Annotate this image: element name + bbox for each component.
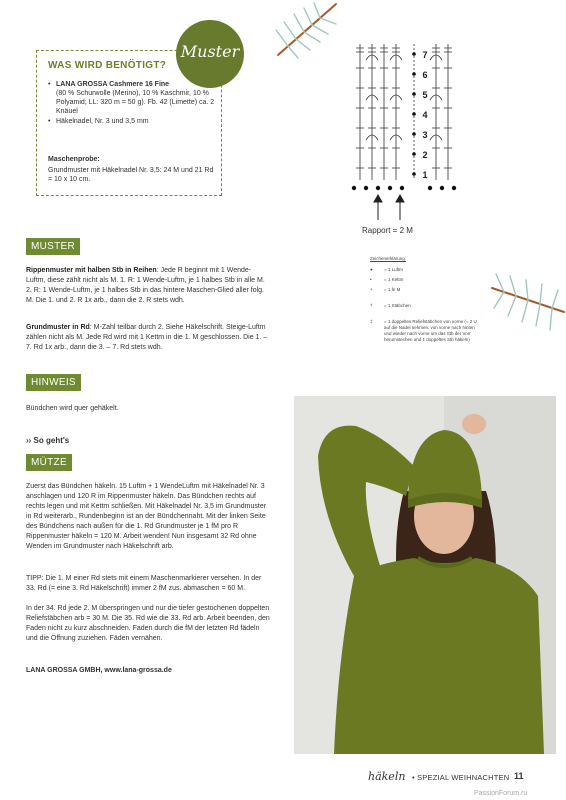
chart-symbols [356,44,452,180]
row-number: 5 [422,90,428,100]
row-number: 4 [422,110,428,120]
legend-text: = 1 fe M [384,287,401,292]
chart-row-numbers [420,45,430,185]
materials-item [48,117,216,126]
watermark: PassionForum.ru [474,790,528,797]
row-number: 3 [422,130,428,140]
gauge-text: Grundmuster mit Häkelnadel Nr. 3,5: 24 M und 21 Rd = 10 x 10 cm. [48,167,214,183]
footer-magazine: häkeln [368,770,406,783]
muetze-paragraph-1: Zuerst das Bündchen häkeln. 15 Luftm + 1 WendeLuftm mit Häkelnadel Nr. 3 anschlagen und 120 R im Rippenmuster häkeln. Das Bündchen rechts auf rechts legen und mit Kettm schließen. Mit Häkelnadel Nr. 3,5 im Grundmuster in Rd weiterarb., Rundenbeginn ist an der Bündchennaht. Mit der linken Seite des Bündchens nach außen für die 1. Rd Grundmuster je 1 fM pro R Rippenmuster häkeln = 120 M. Arbeit wenden! Nun insgesamt 32 Rd ohne Wenden im Grundmuster nach Häkelschrift arb. [26,483,267,550]
muetze-section-tag: MÜTZE [26,454,72,471]
hinweis-section-tag: HINWEIS [26,374,81,391]
grundmuster-label: Grundmuster in Rd [26,324,90,331]
muster-paragraph-2 [26,323,270,353]
muster-badge [176,20,244,88]
legend-text: = 1 Stäbchen [384,303,411,308]
materials-item [48,80,216,116]
badge-text: Muster [180,42,240,61]
row-number: 2 [422,150,428,160]
chart-legend [370,256,480,347]
double-crochet-icon: † [370,303,373,308]
chain-icon: ● [370,267,373,272]
model-photo [294,396,556,754]
model-illustration [294,396,556,754]
yarn-details: (80 % Schurwolle (Merino), 10 % Kaschmir, 10 % Polyamid; LL: 320 m = 50 g). Fb. 42 (Limette) ca. 2 Knäuel [56,90,215,115]
muster-section-tag: MUSTER [26,238,80,255]
rippenmuster-text: : Jede R beginnt mit 1 Wende-Luftm, diese zählt nicht als M. 1. R: 1 Wende-Luftm, je 1 halbes Stb in alle M. 2. R: 1 Wende-Luftm, je 1 halbes Stb in das hintere Maschen-Glied aller folg. M. Die 1. und 2. R 1x arb., dann die 2. R stets wdh. [26,267,265,304]
legend-item [370,287,480,293]
row-number: 1 [422,170,428,180]
crochet-chart [350,40,460,200]
legend-text: = 1 doppeltes Reliefstäbchen von vorne (= 2 U auf die Nadel nehmen, von vorne nach hinten und wieder nach vorne um das Stb der Vorr herumstechen und 1 doppeltes Stb häkeln) [384,319,477,342]
relief-stitch-icon: ‡ [370,319,373,324]
company-credit: LANA GROSSA GMBH, www.lana-grossa.de [26,667,172,674]
chain-dots [352,52,456,190]
legend-item [370,267,480,273]
legend-item [370,319,480,343]
materials-title: WAS WIRD BENÖTIGT? [48,60,167,71]
rapport-label: Rapport = 2 M [362,226,413,235]
muster-paragraph-1 [26,266,270,306]
legend-item [370,303,480,309]
row-number: 7 [422,50,428,60]
muetze-paragraph-3: In der 34. Rd jede 2. M überspringen und nur die tiefer gestochenen doppelten Reliefstäbchen arb = 30 M. Die 35. Rd wie die 33. Rd arb. Arbeit beenden, den Faden nicht zu kurz abschneiden. Faden durch die fM der letzten Rd fädeln und die Öffnung zuziehen. Fäden vernähen. [26,605,270,642]
pine-branch-right-decoration [488,262,566,332]
gauge-title: Maschenprobe: [48,156,100,163]
row-number: 6 [422,70,428,80]
hook-details: Häkelnadel, Nr. 3 und 3,5 mm [56,118,149,125]
hinweis-text: Bündchen wird quer gehäkelt. [26,405,119,412]
yarn-name: LANA GROSSA Cashmere 16 Fine [56,81,170,88]
grundmuster-text: : M-Zahl teilbar durch 2. Siehe Häkelschrift. Steige-Luftm zählen nicht als M. Jede Rd wird mit 1 Kettm in die 1. M geschlossen. Die 1. – 7. Rd 1x arb., dann die 3. – 7. Rd stets wdh. [26,324,268,351]
legend-title: Zeichenerklärung: [370,256,407,261]
rippenmuster-label: Rippenmuster mit halben Stb in Reihen [26,267,157,274]
legend-text: = 1 Luftm [384,267,403,272]
materials-list [48,80,216,127]
page-number: 11 [514,771,524,781]
single-crochet-icon: + [370,287,373,292]
muetze-paragraph-2: TIPP: Die 1. M einer Rd stets mit einem Maschenmarkierer versehen. In der 33. Rd (= eine 3. Rd Häkelschrift) immer 2 fM zus. abmaschen = 60 M. [26,575,262,592]
pine-branch-top-decoration [268,0,348,60]
legend-text: = 1 Kettm [384,277,404,282]
footer-special: • SPEZIAL WEIHNACHTEN [412,773,510,782]
rapport-arrows [370,194,410,222]
so-gehts-heading: ›› So geht's [26,436,70,445]
slip-stitch-icon: • [370,277,372,282]
legend-item [370,277,480,283]
